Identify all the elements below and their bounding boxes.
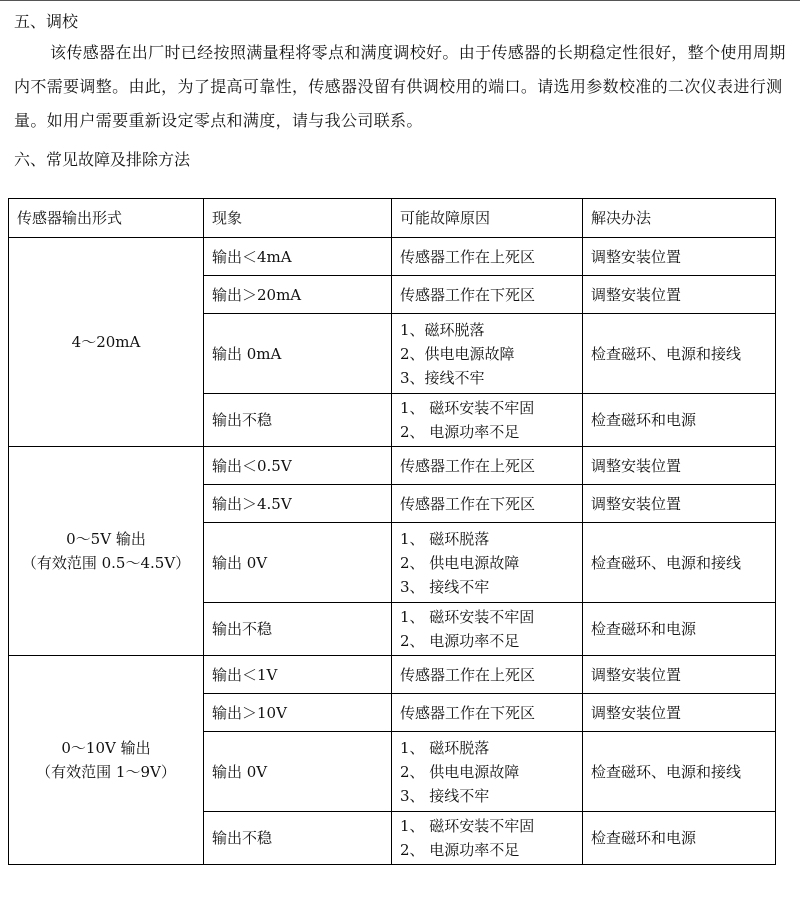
cause-cell xyxy=(392,603,583,656)
fault-table-body xyxy=(9,238,776,865)
header-solution: 解决办法 xyxy=(583,199,776,238)
cause-line: 2、 电源功率不足 xyxy=(400,423,520,441)
solution-cell: 检查磁环和电源 xyxy=(583,603,776,656)
cause-line: 传感器工作在上死区 xyxy=(400,456,536,475)
output-type-cell xyxy=(9,238,204,447)
phenomenon-cell: 输出＞10V xyxy=(204,694,392,732)
solution-cell: 检查磁环、电源和接线 xyxy=(583,314,776,394)
cause-cell xyxy=(392,314,583,394)
output-type-line: 0～10V 输出 xyxy=(61,739,151,757)
output-type-line: （有效范围 1～9V） xyxy=(36,763,176,781)
cause-cell xyxy=(392,238,583,276)
table-header-row xyxy=(9,199,776,238)
solution-cell: 检查磁环、电源和接线 xyxy=(583,523,776,603)
cause-cell xyxy=(392,276,583,314)
table-row xyxy=(9,447,776,485)
output-type-cell xyxy=(9,656,204,865)
cause-line: 3、接线不牢 xyxy=(400,368,485,387)
phenomenon-cell: 输出＜1V xyxy=(204,656,392,694)
cause-line: 1、 磁环脱落 xyxy=(400,738,490,757)
table-row xyxy=(9,238,776,276)
header-cause: 可能故障原因 xyxy=(392,199,583,238)
cause-line: 1、 磁环脱落 xyxy=(400,529,490,548)
solution-cell: 调整安装位置 xyxy=(583,694,776,732)
cause-line: 1、磁环脱落 xyxy=(400,320,485,339)
cause-line: 1、 磁环安装不牢固 xyxy=(400,608,535,626)
phenomenon-cell: 输出不稳 xyxy=(204,603,392,656)
phenomenon-cell: 输出 0V xyxy=(204,523,392,603)
solution-cell: 检查磁环、电源和接线 xyxy=(583,732,776,812)
cause-line: 3、 接线不牢 xyxy=(400,786,490,805)
phenomenon-cell: 输出＞4.5V xyxy=(204,485,392,523)
solution-cell: 调整安装位置 xyxy=(583,656,776,694)
solution-cell: 调整安装位置 xyxy=(583,276,776,314)
cause-line: 传感器工作在下死区 xyxy=(400,494,536,513)
header-output-type: 传感器输出形式 xyxy=(9,199,204,238)
solution-cell: 调整安装位置 xyxy=(583,485,776,523)
phenomenon-cell: 输出＞20mA xyxy=(204,276,392,314)
cause-cell xyxy=(392,394,583,447)
cause-cell xyxy=(392,812,583,865)
cause-line: 2、 供电电源故障 xyxy=(400,762,520,781)
cause-line: 1、 磁环安装不牢固 xyxy=(400,817,535,835)
cause-line: 传感器工作在下死区 xyxy=(400,703,536,722)
cause-line: 2、 电源功率不足 xyxy=(400,841,520,859)
cause-line: 2、 供电电源故障 xyxy=(400,553,520,572)
phenomenon-cell: 输出 0V xyxy=(204,732,392,812)
cause-line: 传感器工作在上死区 xyxy=(400,665,536,684)
phenomenon-cell: 输出 0mA xyxy=(204,314,392,394)
output-type-line: 4～20mA xyxy=(71,333,141,351)
cause-cell xyxy=(392,485,583,523)
top-rule xyxy=(0,0,800,1)
output-type-line: （有效范围 0.5～4.5V） xyxy=(21,554,191,572)
cause-line: 传感器工作在上死区 xyxy=(400,247,536,266)
cause-cell xyxy=(392,732,583,812)
header-phenomenon: 现象 xyxy=(204,199,392,238)
cause-cell xyxy=(392,523,583,603)
cause-line: 2、 电源功率不足 xyxy=(400,632,520,650)
phenomenon-cell: 输出＜0.5V xyxy=(204,447,392,485)
section-5-heading: 五、调校 xyxy=(14,12,79,31)
cause-line: 传感器工作在下死区 xyxy=(400,285,536,304)
cause-line: 3、 接线不牢 xyxy=(400,577,490,596)
cause-line: 1、 磁环安装不牢固 xyxy=(400,399,535,417)
solution-cell: 调整安装位置 xyxy=(583,238,776,276)
output-type-cell xyxy=(9,447,204,656)
solution-cell: 检查磁环和电源 xyxy=(583,812,776,865)
section-6-heading: 六、常见故障及排除方法 xyxy=(14,150,191,169)
phenomenon-cell: 输出不稳 xyxy=(204,812,392,865)
solution-cell: 检查磁环和电源 xyxy=(583,394,776,447)
cause-cell xyxy=(392,656,583,694)
fault-table xyxy=(8,198,776,865)
phenomenon-cell: 输出不稳 xyxy=(204,394,392,447)
cause-line: 2、供电电源故障 xyxy=(400,344,515,363)
cause-cell xyxy=(392,694,583,732)
phenomenon-cell: 输出＜4mA xyxy=(204,238,392,276)
table-row xyxy=(9,656,776,694)
cause-cell xyxy=(392,447,583,485)
output-type-line: 0～5V 输出 xyxy=(66,530,146,548)
section-5-paragraph: 该传感器在出厂时已经按照满量程将零点和满度调校好。由于传感器的长期稳定性很好，整个使用周期内不需要调整。由此，为了提高可靠性，传感器没留有供调校用的端口。请选用参数校准的二次仪表进行测量。如用户需要重新设定零点和满度，请与我公司联系。 xyxy=(14,43,786,130)
solution-cell: 调整安装位置 xyxy=(583,447,776,485)
